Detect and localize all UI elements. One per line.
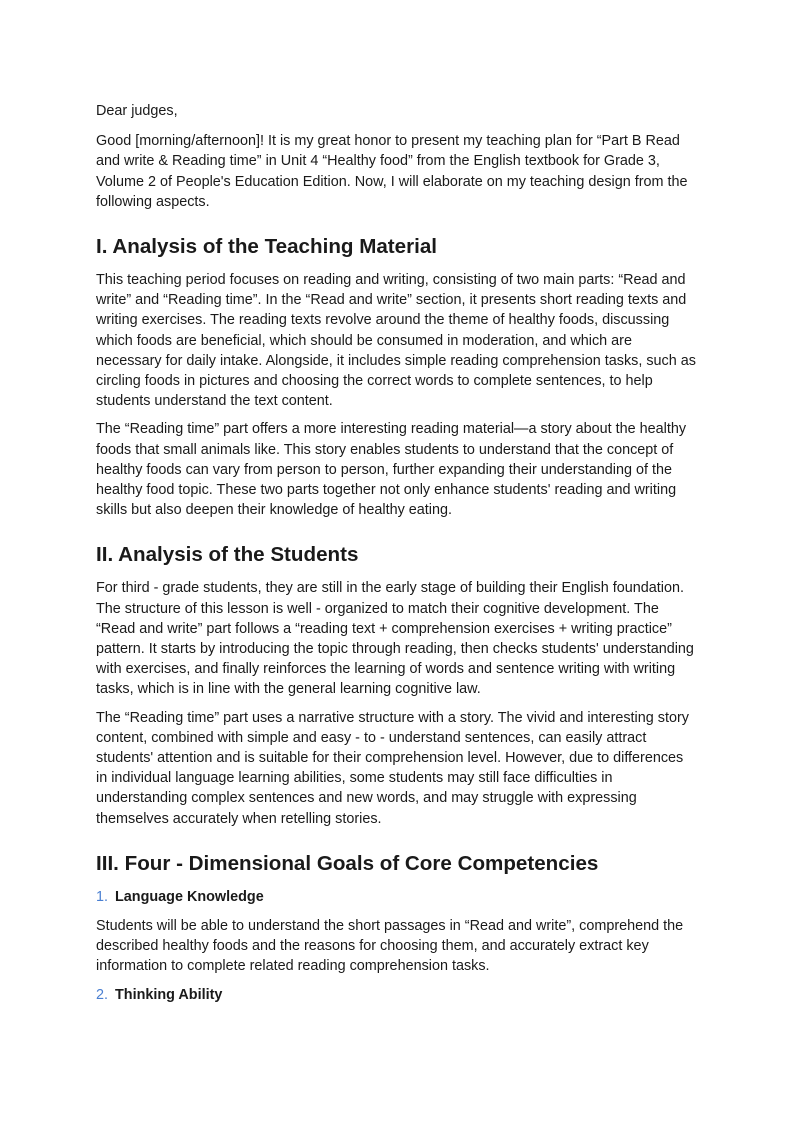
list-number: 2. — [96, 986, 109, 1003]
list-label: Language Knowledge — [115, 888, 264, 905]
paragraph: The “Reading time” part offers a more interesting reading material—a story about the healthy foods that small animals like. This story enables students to understand that the concept of healthy foods can vary from person to person, further expanding their understanding of the healthy food topic. These two parts together not only enhance students' reading and writing skills but also deepen their knowledge of healthy eating. — [96, 421, 687, 519]
document-page — [96, 101, 698, 1014]
list-label: Thinking Ability — [115, 986, 223, 1003]
paragraph: Students will be able to understand the short passages in “Read and write”, comprehend the described healthy foods and the reasons for choosing them, and accurately extract key information to complete related reading comprehension tasks. — [96, 917, 684, 975]
section-heading-students: II. Analysis of the Students — [96, 543, 359, 567]
section-heading-goals: III. Four - Dimensional Goals of Core Competencies — [96, 851, 599, 875]
intro-paragraph: Good [morning/afternoon]! It is my great honor to present my teaching plan for “Part B Read and write & Reading time” in Unit 4 “Healthy food” from the English textbook for Grade 3, Volume 2 of People's Education Edition. Now, I will elaborate on my teaching design from the following aspects. — [96, 133, 688, 210]
paragraph: This teaching period focuses on reading and writing, consisting of two main parts: “Read and write” and “Reading time”. In the “Read and write” section, it presents short reading texts and writing exercises. The reading texts revolve around the theme of healthy foods, discussing which foods are beneficial, which should be consumed in moderation, and which are necessary for daily intake. Alongside, it includes simple reading comprehension tasks, such as circling foods in pictures and choosing the correct words to complete sentences, to help students understand the text content. — [96, 272, 696, 410]
paragraph: The “Reading time” part uses a narrative structure with a story. The vivid and interesting story content, combined with simple and easy - to - understand sentences, can easily attract students' attention and is suitable for their comprehension level. However, due to differences in individual language learning abilities, some students may still face difficulties in understanding complex sentences and new words, and may struggle with expressing themselves accurately when retelling stories. — [96, 709, 689, 827]
list-number: 1. — [96, 888, 109, 905]
list-item-thinking-ability — [96, 985, 698, 1005]
greeting: Dear judges, — [96, 103, 178, 119]
paragraph: For third - grade students, they are still in the early stage of building their English foundation. The structure of this lesson is well - organized to match their cognitive development. The “Read and write” part follows a “reading text + comprehension exercises + writing practice” pattern. It starts by introducing the topic through reading, then checks students' understanding with exercises, and finally reinforces the learning of words and sentence writing with writing tasks, which is in line with the general learning cognitive law. — [96, 580, 694, 698]
section-heading-teaching-material: I. Analysis of the Teaching Material — [96, 235, 438, 259]
list-item-language-knowledge — [96, 887, 698, 907]
